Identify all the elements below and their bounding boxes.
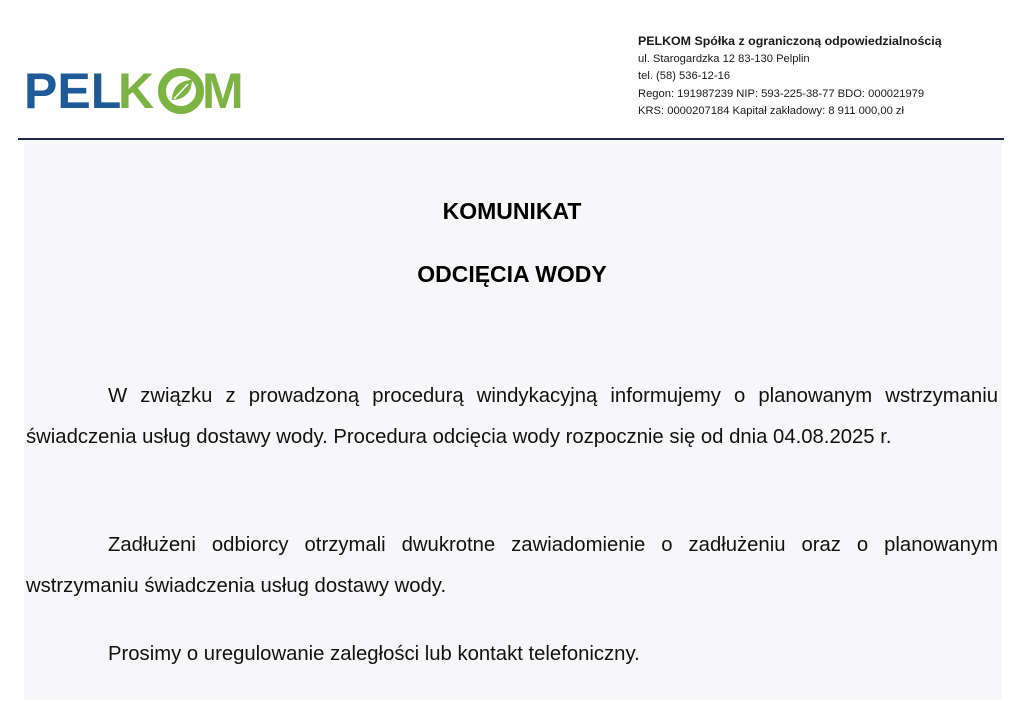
svg-text:K: K [118,63,155,119]
notice-title: KOMUNIKAT [442,198,582,224]
svg-text:PEL: PEL [24,63,122,119]
notice-paragraph: Prosimy o uregulowanie zaległości lub kontakt telefoniczny. [108,643,640,665]
company-info [638,33,942,121]
notice-subtitle: ODCIĘCIA WODY [417,261,607,287]
company-phone: tel. (58) 536-12-16 [638,70,731,83]
company-address: ul. Starogardzka 12 83-130 Pelplin [638,52,810,65]
company-name: PELKOM Spółka z ograniczoną odpowiedzialnością [638,34,942,48]
company-ids: Regon: 191987239 NIP: 593-225-38-77 BDO: 000021979 [638,87,925,100]
pelkom-logo [24,62,264,122]
leaf-icon [162,72,200,110]
svg-text:M: M [202,63,244,119]
company-krs: KRS: 0000207184 Kapitał zakładowy: 8 911 000,00 zł [638,105,904,118]
notice-paragraph: Zadłużeni odbiorcy otrzymali dwukrotne zawiadomienie o zadłużeniu oraz o planowanym wstrzymaniu świadczenia usług dostawy wody. [26,534,998,597]
notice-paragraph: W związku z prowadzoną procedurą windykacyjną informujemy o planowanym wstrzymaniu świadczenia usług dostawy wody. Procedura odcięcia wody rozpocznie się od dnia 04.08.2025 r. [26,385,998,448]
